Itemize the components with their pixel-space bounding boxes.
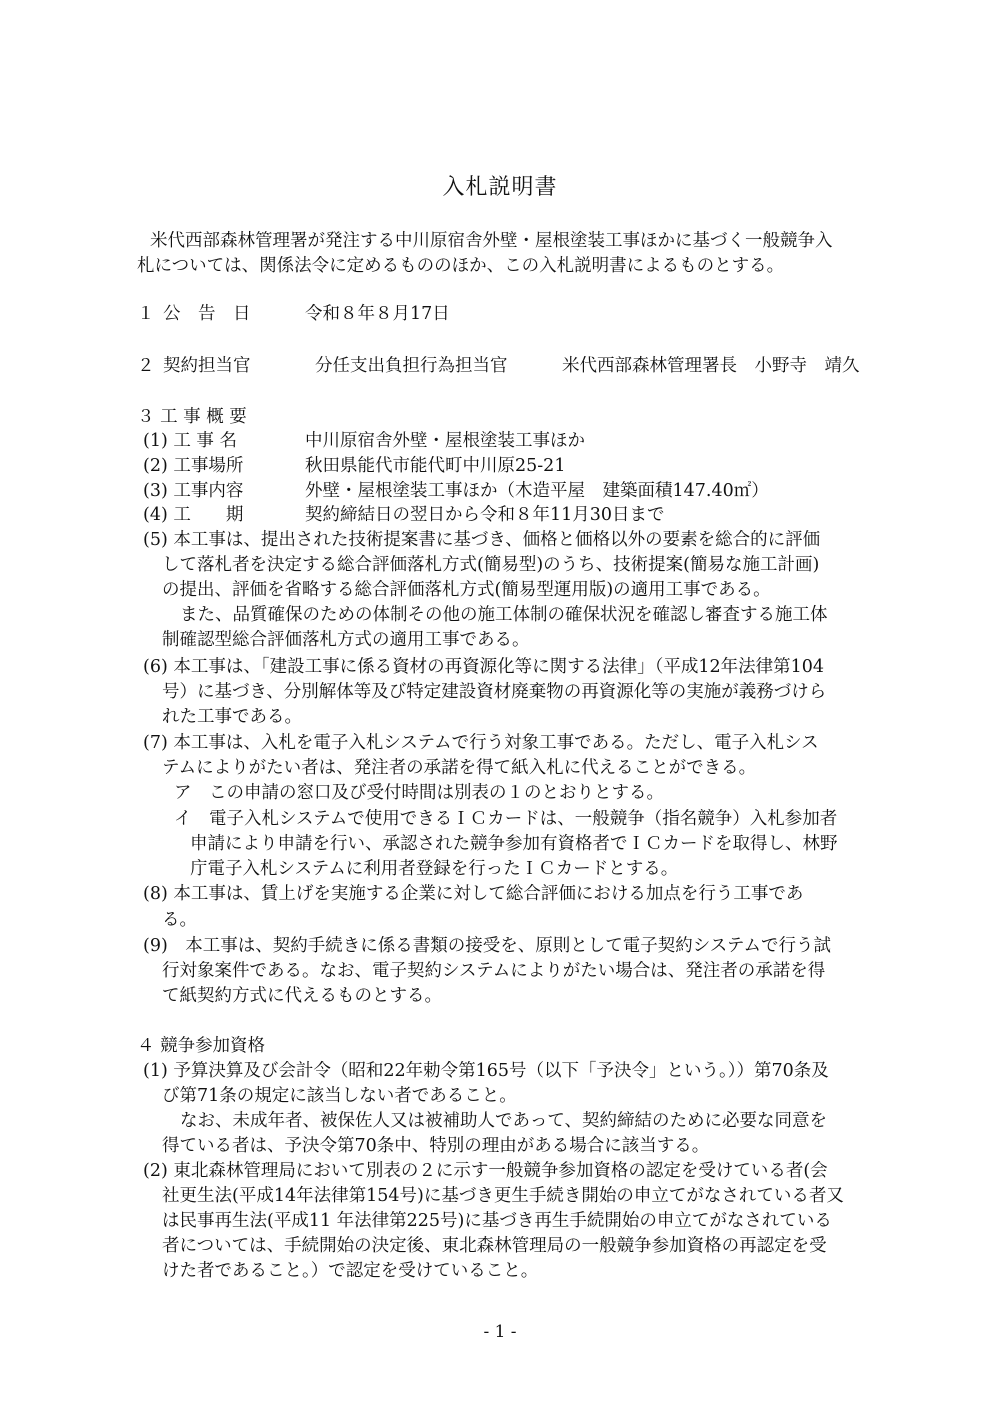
paragraph-line: けた者であること。）で認定を受けていること。 (162, 1261, 539, 1281)
paragraph-line: 申請により申請を行い、承認された競争参加有資格者でＩＣカードを取得し、林野 (190, 834, 838, 854)
document-title: 入札説明書 (442, 175, 558, 200)
paragraph-line: 社更生法(平成14年法律第154号)に基づき更生手続き開始の申立てがなされている者又 (162, 1186, 844, 1206)
paragraph-line: 行対象案件である。なお、電子契約システムによりがたい場合は、発注者の承諾を得 (162, 961, 826, 981)
overview-label: (1) 工 事 名 (143, 431, 237, 451)
paragraph-line: なお、未成年者、被保佐人又は被補助人であって、契約締結のために必要な同意を (180, 1111, 827, 1131)
paragraph-line: (5) 本工事は、提出された技術提案書に基づき、価格と価格以外の要素を総合的に評価 (143, 530, 821, 550)
overview-label: (4) 工 期 (143, 505, 244, 525)
overview-value: 外壁・屋根塗装工事ほか（木造平屋 建築面積147.40㎡） (305, 481, 769, 501)
paragraph-line: 庁電子入札システムに利用者登録を行ったＩＣカードとする。 (190, 859, 679, 879)
overview-label: (2) 工事場所 (143, 456, 244, 476)
overview-value: 契約締結日の翌日から令和８年11月30日まで (305, 505, 665, 525)
overview-value: 秋田県能代市能代町中川原25-21 (305, 456, 566, 476)
paragraph-line: して落札者を決定する総合評価落札方式(簡易型)のうち、技術提案(簡易な施工計画) (162, 555, 820, 575)
paragraph-line: また、品質確保のための体制その他の施工体制の確保状況を確認し審査する施工体 (180, 605, 828, 625)
overview-value: 中川原宿舎外壁・屋根塗装工事ほか (305, 431, 585, 451)
paragraph-line: は民事再生法(平成11 年法律第225号)に基づき再生手続開始の申立てがなされている (162, 1211, 832, 1231)
paragraph-line: (7) 本工事は、入札を電子入札システムで行う対象工事である。ただし、電子入札シス (143, 733, 819, 753)
page-number: - 1 - (483, 1322, 517, 1342)
paragraph-line: 得ている者は、予決令第70条中、特別の理由がある場合に該当する。 (162, 1136, 710, 1156)
paragraph-line: 号）に基づき、分別解体等及び特定建設資材廃棄物の再資源化等の実施が義務づけら (162, 682, 827, 702)
paragraph-line: の提出、評価を省略する総合評価落札方式(簡易型運用版)の適用工事である。 (162, 580, 771, 600)
contract-officer-role: 分任支出負担行為担当官 (315, 356, 508, 376)
intro-line: 米代西部森林管理署が発注する中川原宿舎外壁・屋根塗装工事ほかに基づく一般競争入 (150, 231, 833, 251)
paragraph-line: れた工事である。 (162, 707, 302, 727)
section-1-label: 公 告 日 (163, 304, 251, 324)
overview-label: (3) 工事内容 (143, 481, 244, 501)
paragraph-line: 者については、手続開始の決定後、東北森林管理局の一般競争参加資格の再認定を受 (162, 1236, 827, 1256)
section-3-heading: ３ 工 事 概 要 (137, 407, 247, 427)
paragraph-line: び第71条の規定に該当しない者であること。 (162, 1086, 517, 1106)
paragraph-line: 制確認型総合評価落札方式の適用工事である。 (162, 630, 530, 650)
section-1-number: １ (137, 304, 155, 324)
announcement-date: 令和８年８月17日 (305, 304, 450, 324)
intro-line: 札については、関係法令に定めるもののほか、この入札説明書によるものとする。 (137, 256, 785, 276)
contract-officer-name: 米代西部森林管理署長 小野寺 靖久 (562, 356, 860, 376)
paragraph-line: (6) 本工事は、「建設工事に係る資材の再資源化等に関する法律」（平成12年法律第104 (143, 657, 825, 677)
paragraph-line: (2) 東北森林管理局において別表の２に示す一般競争参加資格の認定を受けている者(会 (143, 1161, 828, 1181)
paragraph-line: テムによりがたい者は、発注者の承諾を得て紙入札に代えることができる。 (162, 758, 757, 778)
section-2-number: ２ (137, 356, 155, 376)
paragraph-line: (8) 本工事は、賃上げを実施する企業に対して総合評価における加点を行う工事であ (143, 884, 804, 904)
paragraph-line: る。 (162, 910, 197, 930)
paragraph-line: (1) 予算決算及び会計令（昭和22年勅令第165号（以下「予決令」という。））第70条及 (143, 1061, 829, 1081)
paragraph-line: ア この申請の窓口及び受付時間は別表の１のとおりとする。 (174, 783, 664, 803)
paragraph-line: て紙契約方式に代えるものとする。 (162, 986, 442, 1006)
paragraph-line: (9) 本工事は、契約手続きに係る書類の接受を、原則として電子契約システムで行う試 (143, 936, 832, 956)
paragraph-line: イ 電子入札システムで使用できるＩＣカードは、一般競争（指名競争）入札参加者 (174, 809, 838, 829)
section-2-label: 契約担当官 (163, 356, 251, 376)
section-4-heading: ４ 競争参加資格 (137, 1036, 266, 1056)
